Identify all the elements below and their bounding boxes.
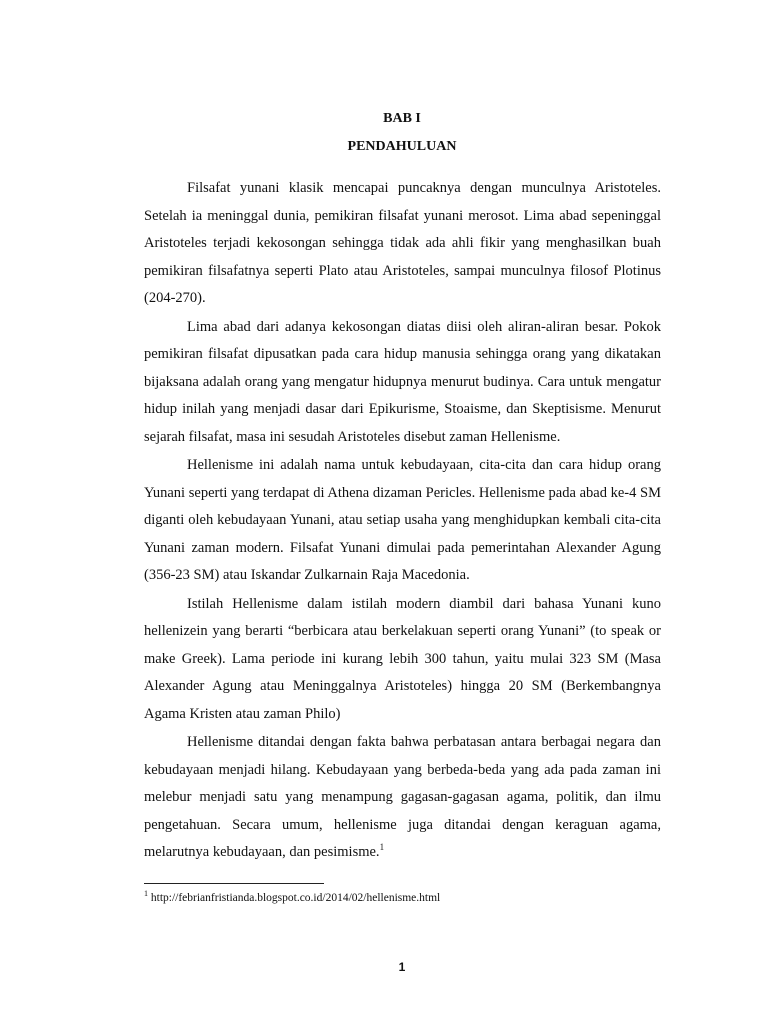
footnote [144, 891, 440, 905]
paragraph-5 [144, 729, 661, 867]
chapter-title: PENDAHULUAN [347, 139, 457, 154]
footnote-link[interactable]: http://febrianfristianda.blogspot.co.id/2014/02/hellenisme.html [148, 892, 441, 904]
chapter-label: BAB I [383, 111, 421, 126]
footnote-marker: 1 [144, 889, 148, 899]
paragraph-5-text: Hellenisme ditandai dengan fakta bahwa perbatasan antara berbagai negara dan kebudayaan menjadi hilang. Kebudayaan yang berbeda-beda yang ada pada zaman ini melebur menjadi satu yang menampung gagasan-gagasan agama, politik, dan ilmu pengetahuan. Secara umum, hellenisme juga ditandai dengan keraguan agama, melarutnya kebudayaan, dan pesimisme. [144, 734, 661, 860]
page-number: 1 [398, 960, 406, 974]
footnote-reference: 1 [379, 842, 385, 853]
paragraph-4: Istilah Hellenisme dalam istilah modern diambil dari bahasa Yunani kuno hellenizein yang berarti “berbicara atau berkelakuan seperti orang Yunani” (to speak or make Greek). Lama periode ini kurang lebih 300 tahun, yaitu mulai 323 SM (Masa Alexander Agung atau Meninggalnya Aristoteles) hingga 20 SM (Berkembangnya Agama Kristen atau zaman Philo) [144, 595, 661, 722]
paragraph-3: Hellenisme ini adalah nama untuk kebudayaan, cita-cita dan cara hidup orang Yunani seperti yang terdapat di Athena dizaman Pericles. Hellenisme pada abad ke-4 SM diganti oleh kebudayaan Yunani, atau setiap usaha yang menghidupkan kembali cita-cita Yunani zaman modern. Filsafat Yunani dimulai pada pemerintahan Alexander Agung (356-23 SM) atau Iskandar Zulkarnain Raja Macedonia. [144, 457, 661, 583]
paragraph-1: Filsafat yunani klasik mencapai puncaknya dengan munculnya Aristoteles. Setelah ia meninggal dunia, pemikiran filsafat yunani merosot. Lima abad sepeninggal Aristoteles terjadi kekosongan sehingga tidak ada ahli fikir yang menghasilkan buah pemikiran filsafatnya seperti Plato atau Aristoteles, sampai munculnya filosof Plotinus (204-270). [144, 180, 661, 306]
footnote-divider [144, 883, 324, 884]
body-text [144, 175, 661, 867]
paragraph-2: Lima abad dari adanya kekosongan diatas diisi oleh aliran-aliran besar. Pokok pemikiran filsafat dipusatkan pada cara hidup manusia sehingga orang yang dikatakan bijaksana adalah orang yang mengatur hidupnya menurut budinya. Cara untuk mengatur hidup inilah yang menjadi dasar dari Epikurisme, Stoaisme, dan Skeptisisme. Menurut sejarah filsafat, masa ini sesudah Aristoteles disebut zaman Hellenisme. [144, 318, 661, 445]
